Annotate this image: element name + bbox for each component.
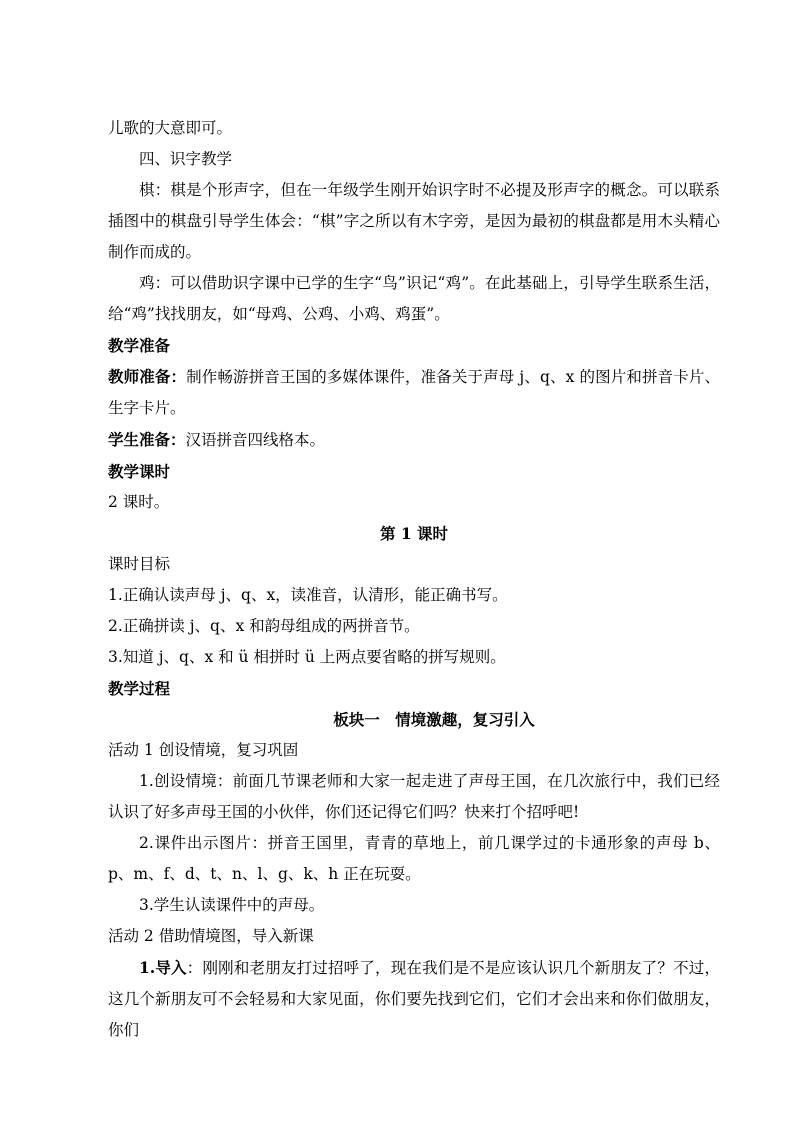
heading-teaching-process: 教学过程: [108, 679, 171, 698]
intro-label: 1.导入: [139, 958, 187, 977]
student-preparation-text: 汉语拼音四线格本。: [185, 431, 326, 449]
paragraph-ji: 鸡：可以借助识字课中已学的生字“鸟”识记“鸡”。在此基础上，引导学生联系生活，给“鸡”找找朋友，如“母鸡、公鸡、小鸡、鸡蛋”。: [108, 274, 720, 323]
heading-teaching-hours: 教学课时: [108, 462, 171, 481]
activity-1-title: 活动 1 创设情境，复习巩固: [108, 741, 299, 759]
goal-item-1: 1.正确认读声母 j、q、x，读准音，认清形，能正确书写。: [108, 586, 508, 604]
intro-text: ：刚刚和老朋友打过招呼了，现在我们是不是应该认识几个新朋友了？不过，这几个新朋友可不会轻易和大家见面，你们要先找到它们，它们才会出来和你们做朋友，你们: [108, 959, 720, 1039]
teacher-preparation-label: 教师准备：: [108, 367, 187, 386]
lesson-title: 第 1 课时: [379, 524, 449, 543]
student-preparation-label: 学生准备：: [108, 430, 186, 449]
paragraph-teacher-preparation: [108, 361, 720, 424]
goal-item-3: 3.知道 j、q、x 和 ü 相拼时 ü 上两点要省略的拼写规则。: [108, 648, 506, 666]
paragraph-hours: 2 课时。: [108, 493, 170, 511]
heading-lesson-goals: 课时目标: [108, 555, 171, 573]
block-one-title: 板块一 情境激趣，复习引入: [333, 710, 535, 729]
activity-2-title: 活动 2 借助情境图，导入新课: [108, 927, 314, 945]
paragraph-student-preparation: [108, 424, 720, 456]
activity-1-step-2: 2.课件出示图片：拼音王国里，青青的草地上，前几课学过的卡通形象的声母 b、p、m、f、d、t、n、l、g、k、h 正在玩耍。: [108, 834, 720, 883]
teacher-preparation-text: 制作畅游拼音王国的多媒体课件，准备关于声母 j、q、x 的图片和拼音卡片、生字卡片。: [108, 368, 720, 417]
document-body: [108, 113, 720, 1046]
activity-1-step-1: 1.创设情境：前面几节课老师和大家一起走进了声母王国，在几次旅行中，我们已经认识了好多声母王国的小伙伴，你们还记得它们吗？快来打个招呼吧!: [108, 772, 720, 821]
section-heading: 四、识字教学: [139, 150, 233, 168]
activity-2-step-1: [108, 952, 720, 1046]
activity-1-step-3: 3.学生认读课件中的声母。: [139, 896, 325, 914]
heading-teaching-preparation: 教学准备: [108, 336, 171, 355]
goal-item-2: 2.正确拼读 j、q、x 和韵母组成的两拼音节。: [108, 617, 420, 635]
paragraph-qi: 棋：棋是个形声字，但在一年级学生刚开始识字时不必提及形声字的概念。可以联系插图中的棋盘引导学生体会：“棋”字之所以有木字旁，是因为最初的棋盘都是用木头精心制作而成的。: [108, 181, 720, 261]
paragraph-line: 儿歌的大意即可。: [108, 119, 233, 137]
